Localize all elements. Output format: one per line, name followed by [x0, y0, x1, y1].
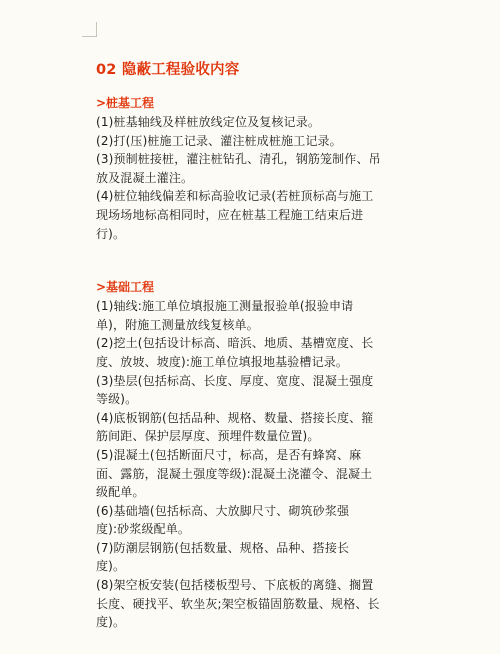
text-line: 度)。 [96, 615, 126, 630]
text-line: (3)预制桩接桩，灌注桩钻孔、清孔，钢筋笼制作、吊 [96, 152, 381, 167]
text-line: (4)桩位轴线偏差和标高验收记录(若桩顶标高与施工 [96, 189, 374, 204]
text-line: (1)桩基轴线及样桩放线定位及复核记录。 [96, 115, 320, 129]
text-line: 筋间距、保护层厚度、预埋件数量位置)。 [96, 429, 320, 444]
text-line: 级配单。 [96, 485, 145, 500]
text-line: 度、放坡、坡度):施工单位填报地基验槽记录。 [96, 354, 349, 369]
page-corner-mark [82, 22, 97, 37]
text-line: (3)垫层(包括标高、长度、厚度、宽度、混凝土强度 [96, 373, 374, 388]
text-line: 长度、硬找平、软坐灰;架空板锚固筋数量、规格、长 [96, 596, 380, 611]
text-line: (2)打(压)桩施工记录、灌注桩成桩施工记录。 [96, 133, 342, 148]
section-foundation [96, 278, 426, 632]
text-line: 度):砂浆级配单。 [96, 522, 191, 537]
text-line: (4)底板钢筋(包括品种、规格、数量、搭接长度、箍 [96, 410, 374, 425]
section-pile-foundation [96, 94, 426, 243]
text-line: (2)挖土(包括设计标高、暗浜、地质、基槽宽度、长 [96, 336, 374, 351]
section-heading-pile-foundation: >桩基工程 [96, 96, 155, 110]
section-heading-foundation: >基础工程 [96, 280, 155, 295]
section-spacer [96, 243, 426, 278]
text-line: 单)，附施工测量放线复核单。 [96, 317, 259, 332]
text-line: (7)防潮层钢筋(包括数量、规格、品种、搭接长 [96, 540, 350, 555]
text-line: 等级)。 [96, 392, 138, 407]
document-page [96, 60, 426, 632]
document-title: 02 隐蔽工程验收内容 [96, 62, 240, 78]
text-line: 现场场地标高相同时，应在桩基工程施工结束后进 [96, 207, 364, 222]
text-line: (8)架空板安装(包括楼板型号、下底板的离缝、搁置 [96, 578, 374, 593]
text-line: 面、露筋，混凝土强度等级):混凝土浇灌令、混凝土 [96, 466, 373, 481]
text-line: 度)。 [96, 559, 126, 574]
text-line: (6)基础墙(包括标高、大放脚尺寸、砌筑砂浆强 [96, 503, 350, 518]
text-line: (5)混凝土(包括断面尺寸，标高，是否有蜂窝、麻 [96, 447, 362, 462]
text-line: 行)。 [96, 226, 126, 241]
text-line: 放及混凝土灌注。 [96, 170, 194, 185]
text-line: (1)轴线:施工单位填报施工测量报验单(报验申请 [96, 299, 354, 314]
